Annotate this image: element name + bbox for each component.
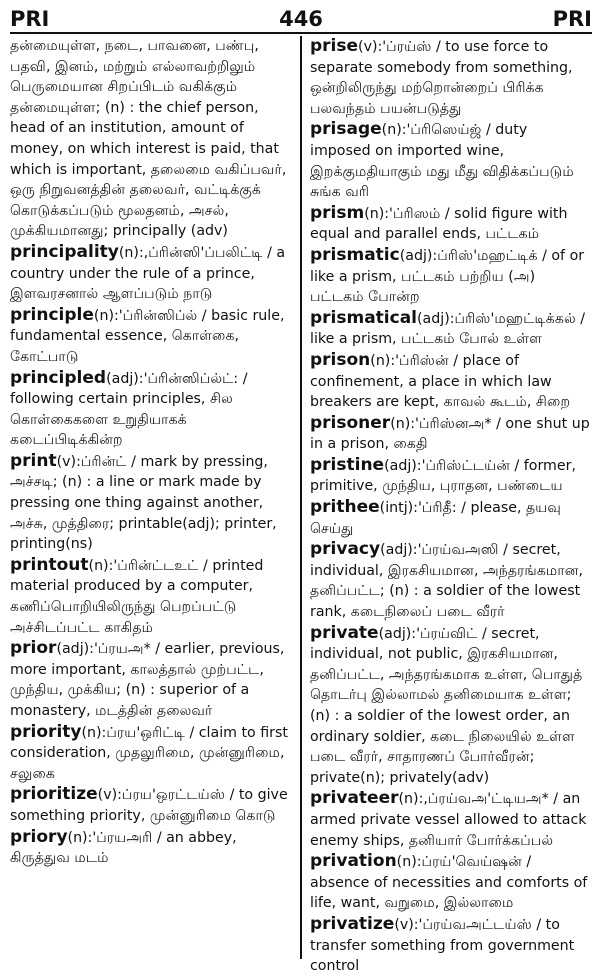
entry-headword: principality bbox=[10, 241, 119, 262]
entry-definition: (n):'ப்ரின்ட்டஉட் / printed material produced by a computer, கணிப்பொறியிலிருந்து பெறப்பட்டு அச்சிடப்பட்ட காகிதம் bbox=[10, 557, 264, 636]
dictionary-entry bbox=[310, 36, 592, 119]
entry-definition: (v):ப்ரய'ஒரட்டய்ஸ் / to give something priority, முன்னுரிமை கொடு bbox=[10, 787, 288, 824]
entry-definition: (n):'ப்ரிஸம் / solid figure with equal and parallel ends, பட்டகம் bbox=[310, 205, 568, 243]
entry-headword: prithee bbox=[310, 497, 380, 518]
columns bbox=[10, 34, 592, 975]
right-column bbox=[302, 34, 592, 975]
entry-headword: prise bbox=[310, 36, 359, 56]
dictionary-entry bbox=[310, 788, 592, 851]
left-guide-word: PRI bbox=[10, 7, 50, 31]
entry-definition: (adj):'ப்ரிஸ்ட்டய்ன் / former, primitive, முந்திய, புராதன, பண்டைய bbox=[310, 457, 576, 495]
right-guide-word: PRI bbox=[552, 7, 592, 31]
entry-headword: print bbox=[10, 450, 57, 471]
entry-definition: (v):'ப்ரய்வஅட்டய்ஸ் / to transfer something from government control bbox=[310, 916, 575, 975]
entry-headword: prisoner bbox=[310, 412, 391, 433]
dictionary-entry bbox=[10, 555, 294, 638]
entry-definition: (n):ப்ரய'ஒரிட்டி / claim to first consideration, முதலுரிமை, முன்னுரிமை, சலுகை bbox=[10, 724, 288, 782]
dictionary-entry bbox=[310, 497, 592, 539]
entry-definition: (n):'ப்ரிஸ்ன் / place of confinement, a place in which law breakers are kept, காவல் கூடம், சிறை bbox=[310, 352, 571, 411]
entry-definition: (v):'ப்ரய்ஸ் / to use force to separate somebody from something, ஒன்றிலிருந்து மற்றொன்றைப் பிரிக்க பலவந்தம் பயன்படுத்து bbox=[310, 39, 573, 117]
dictionary-entry bbox=[310, 350, 592, 413]
dictionary-entry bbox=[10, 368, 294, 451]
entry-headword: printout bbox=[10, 554, 89, 575]
page-header bbox=[10, 6, 592, 34]
entry-definition: (n):'ப்ரின்ஸிப்ல் / basic rule, fundamental essence, கொள்கை, கோட்பாடு bbox=[10, 307, 285, 365]
entry-headword: privatize bbox=[310, 913, 395, 934]
dictionary-entry bbox=[310, 245, 592, 308]
entry-headword: privation bbox=[310, 851, 397, 872]
page-number: 446 bbox=[279, 7, 323, 31]
entry-headword: prison bbox=[310, 349, 371, 370]
entry-headword: pristine bbox=[310, 454, 385, 475]
entry-definition: (adj):'ப்ரின்ஸிப்ல்ட்: / following certain principles, சில கொள்கைகளை உறுதியாகக் கடைப்பிடிக்கின்ற bbox=[10, 370, 248, 449]
entry-definition: தன்மையுள்ள, நடை, பாவனை, பண்பு, பதவி, இனம், மற்றும் எல்லாவற்றிலும் பெருமையான சிறப்பிடம் வகிக்கும் தன்மையுள்ள; (n) : the chief person, head of an institution, amount of money, on which interest is paid, that which is important, தலைமை வகிப்பவர், ஒரு நிறுவனத்தின் தலைவர், வட்டிக்குக் கொடுக்கப்படும் மூலதனம், அசல், முக்கியமானது; principally (adv) bbox=[10, 38, 287, 240]
dictionary-entry bbox=[310, 203, 592, 245]
entry-headword: prismatical bbox=[310, 307, 418, 328]
entry-headword: prior bbox=[10, 638, 57, 659]
entry-headword: prisage bbox=[310, 119, 382, 140]
entry-headword: principled bbox=[10, 367, 107, 388]
dictionary-entry bbox=[310, 914, 592, 977]
dictionary-entry bbox=[310, 539, 592, 622]
dictionary-entry bbox=[10, 827, 294, 869]
entry-definition: (n):,ப்ரின்ஸி'ப்பலிட்டி / a country under the rule of a prince, இளவரசனால் ஆளப்படும் நாடு bbox=[10, 244, 286, 303]
entry-headword: principle bbox=[10, 304, 94, 325]
dictionary-entry bbox=[10, 784, 294, 826]
entry-headword: prismatic bbox=[310, 244, 400, 265]
entry-definition: (n):'ப்ரிஸ்னஅ* / one shut up in a prison, கைதி bbox=[310, 415, 590, 453]
dictionary-entry bbox=[310, 623, 592, 789]
entry-definition: (adj):'ப்ரய்விட் / secret, individual, not public, இரகசியமான, தனிப்பட்ட, அந்தரங்கமாக உள்ள, பொதுத் தொடர்பு இல்லாமல் தனிமையாக உள்ள; (n) : a soldier of the lowest order, an ordinary soldier, கடை நிலையில் உள்ள படை வீரர், சாதாரணப் போர்வீரன்; private(n); privately(adv) bbox=[310, 625, 583, 786]
dictionary-entry bbox=[310, 851, 592, 914]
left-column bbox=[10, 34, 300, 959]
dictionary-entry bbox=[310, 455, 592, 497]
dictionary-entry bbox=[310, 119, 592, 202]
dictionary-entry bbox=[10, 242, 294, 305]
dictionary-entry bbox=[10, 305, 294, 368]
entry-headword: private bbox=[310, 622, 379, 643]
entry-headword: privacy bbox=[310, 539, 381, 560]
dictionary-entry bbox=[310, 308, 592, 350]
entry-headword: priory bbox=[10, 826, 68, 847]
entry-definition: (intj):'ப்ரிதீ: / please, தயவு செய்து bbox=[310, 500, 561, 537]
entry-headword: privateer bbox=[310, 788, 399, 809]
dictionary-entry bbox=[10, 638, 294, 721]
entry-headword: priority bbox=[10, 721, 82, 742]
entry-definition: (n):,ப்ரய்வஅ'ட்டியஅ* / an armed private vessel allowed to attack enemy ships, தனியார் போர்க்கப்பல் bbox=[310, 791, 587, 849]
entry-definition: (adj):ப்ரிஸ்'மஹட்டிக்கல் / like a prism, பட்டகம் போல் உள்ள bbox=[310, 310, 586, 348]
entry-definition: (adj):'ப்ரய்வஅஸி / secret, individual, இரகசியமான, அந்தரங்கமான, தனிப்பட்ட; (n) : a soldier of the lowest rank, கடைநிலைப் படை வீரர் bbox=[310, 542, 583, 621]
entry-definition: (adj):ப்ரிஸ்'மஹட்டிக் / of or like a prism, பட்டகம் பற்றிய (அ) பட்டகம் போன்ற bbox=[310, 247, 585, 306]
dictionary-entry bbox=[10, 451, 294, 555]
dictionary-entry bbox=[10, 722, 294, 785]
dictionary-entry bbox=[10, 36, 294, 242]
entry-headword: prioritize bbox=[10, 784, 98, 805]
entry-definition: (v):ப்ரின்ட் / mark by pressing, அச்சடி; (n) : a line or mark made by pressing one thing against another, அச்சு, முத்திரை; printable(adj); printer, printing(ns) bbox=[10, 453, 277, 553]
entry-headword: prism bbox=[310, 202, 365, 223]
entry-definition: (n):ப்ரய்'வெய்ஷன் / absence of necessities and comforts of life, want, வறுமை, இல்லாமை bbox=[310, 854, 588, 912]
entry-definition: (adj):'ப்ரயஅ* / earlier, previous, more important, காலத்தால் முற்பட்ட, முந்திய, முக்கிய; (n) : superior of a monastery, மடத்தின் தலைவர் bbox=[10, 641, 285, 719]
entry-definition: (n):'ப்ரயஅரி / an abbey, கிருத்துவ மடம் bbox=[10, 829, 237, 867]
entry-definition: (n):'ப்ரிஸெய்ஜ் / duty imposed on imported wine, இறக்குமதியாகும் மது மீது விதிக்கப்படும் சுங்க வரி bbox=[310, 122, 574, 201]
dictionary-entry bbox=[310, 413, 592, 455]
